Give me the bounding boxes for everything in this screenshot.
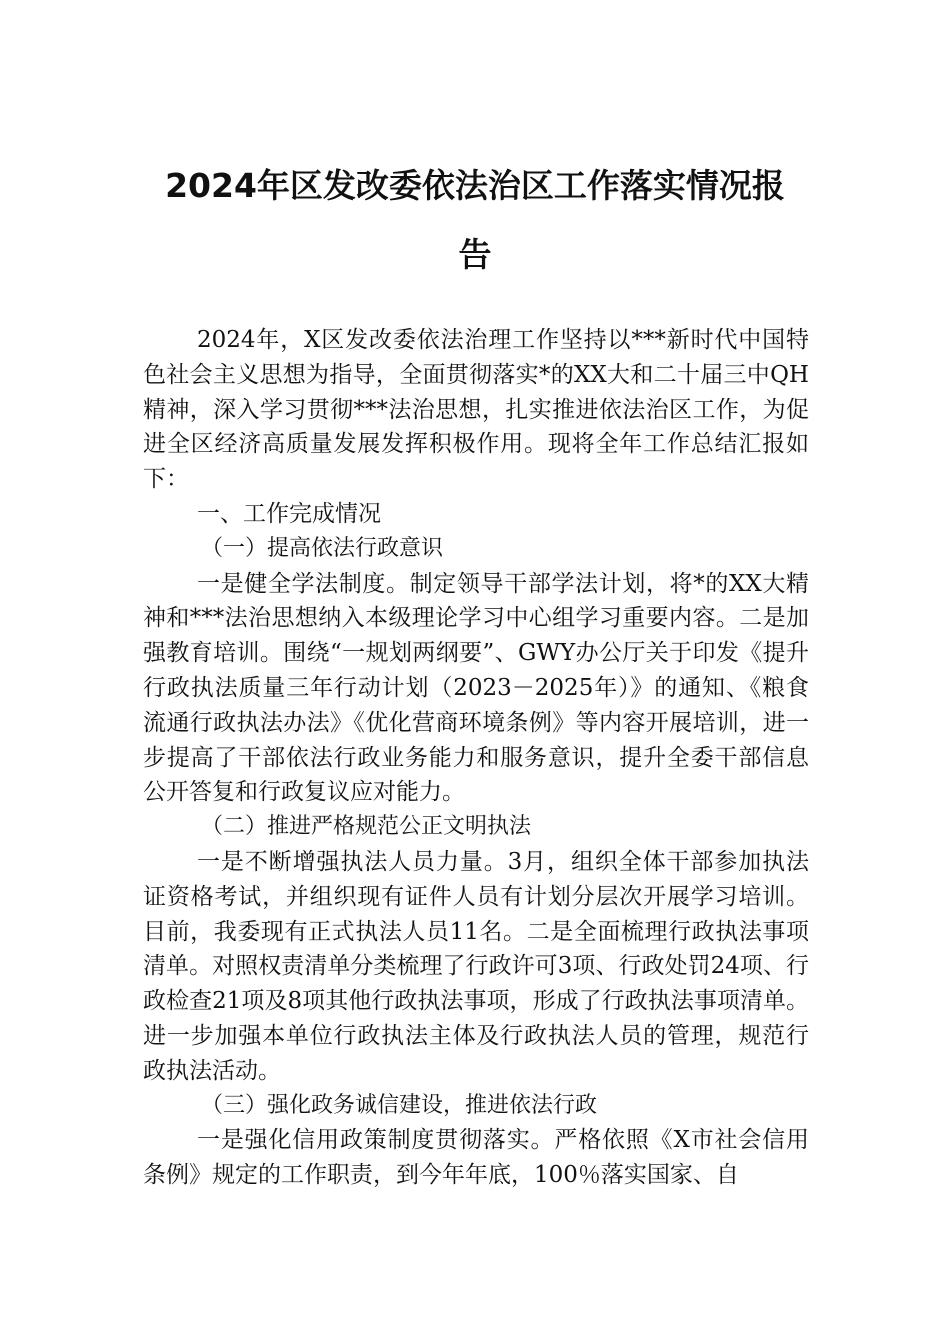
document-body (143, 323, 809, 1193)
subsection-paragraph-2: 一是不断增强执法人员力量。3月，组织全体干部参加执法证资格考试，并组织现有证件人员有计划分层次开展学习培训。目前，我委现有正式执法人员11名。二是全面梳理行政执法事项清单。对照权责清单分类梳理了行政许可3项、行政处罚24项、行政检查21项及8项其他行政执法事项，形成了行政执法事项清单。进一步加强本单位行政执法主体及行政执法人员的管理，规范行政执法活动。 (143, 848, 809, 1084)
section-heading: 一、工作完成情况 (197, 500, 381, 527)
subsection-heading-3: （三）强化政务诚信建设，推进依法行政 (201, 1092, 598, 1118)
subsection-paragraph-1: 一是健全学法制度。制定领导干部学法计划，将*的XX大精神和***法治思想纳入本级理论学习中心组学习重要内容。二是加强教育培训。围绕“一规划两纲要”、GWY办公厅关于印发《提升行政执法质量三年行动计划（2023－2025年）》的通知、《粮食流通行政执法办法》《优化营商环境条例》等内容开展培训，进一步提高了干部依法行政业务能力和服务意识，提升全委干部信息公开答复和行政复议应对能力。 (143, 570, 809, 806)
document-title-line-1: 2024年区发改委依法治区工作落实情况报 (165, 166, 785, 205)
document-title-line-2: 告 (458, 235, 492, 274)
subsection-heading-2: （二）推进严格规范公正文明执法 (201, 814, 532, 840)
subsection-paragraph-3: 一是强化信用政策制度贯彻落实。严格依照《X市社会信用条例》规定的工作职责，到今年年底，100％落实国家、自 (143, 1127, 809, 1189)
intro-paragraph: 2024年，X区发改委依法治理工作坚持以***新时代中国特色社会主义思想为指导，全面贯彻落实*的XX大和二十届三中QH精神，深入学习贯彻***法治思想，扎实推进依法治区工作，为促进全区经济高质量发展发挥积极作用。现将全年工作总结汇报如下： (143, 327, 809, 493)
subsection-heading-1: （一）提高依法行政意识 (201, 535, 444, 561)
